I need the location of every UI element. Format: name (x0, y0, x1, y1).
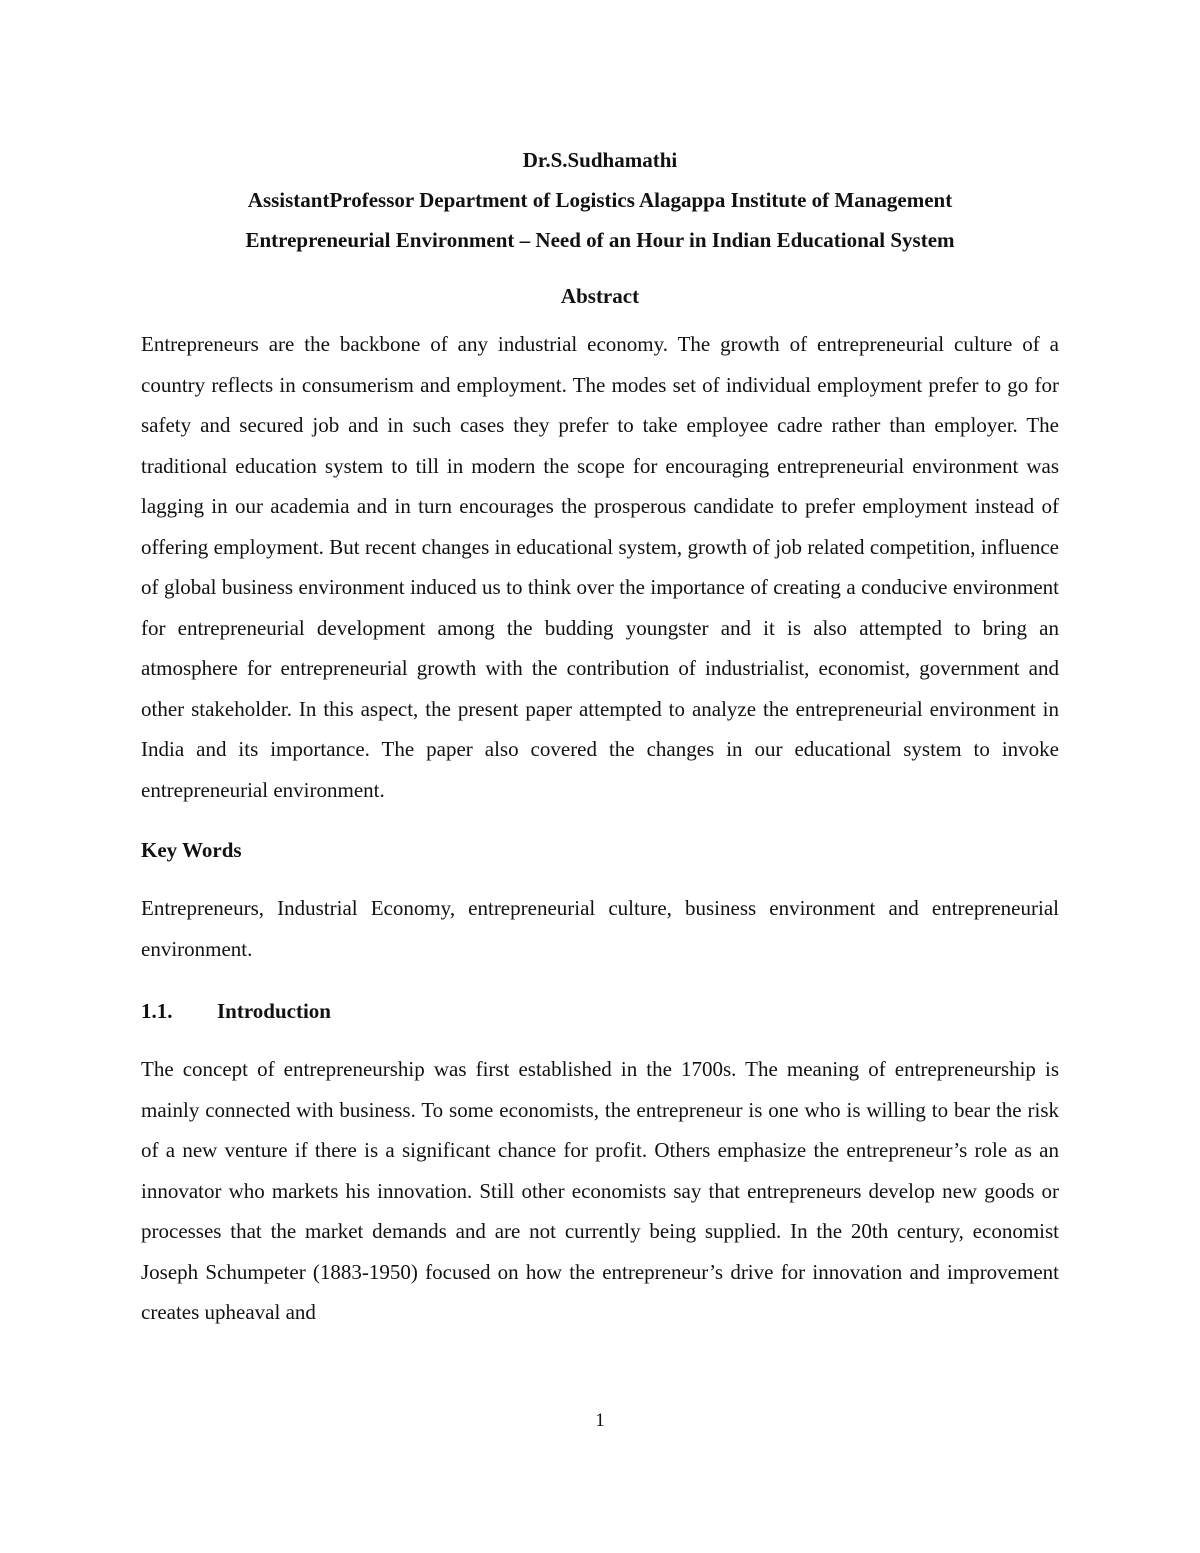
paper-title: Entrepreneurial Environment – Need of an Hour in Indian Educational System (245, 228, 955, 252)
page-number: 1 (595, 1410, 605, 1431)
introduction-body: The concept of entrepreneurship was first established in the 1700s. The meaning of entrepreneurship is mainly connected with business. To some economists, the entrepreneur is one who is willing to bear the risk of a new venture if there is a significant chance for profit. Others emphasize the entrepreneur’s role as an innovator who markets his innovation. Still other economists say that entrepreneurs develop new goods or processes that the market demands and are not currently being supplied. In the 20th century, economist Joseph Schumpeter (1883-1950) focused on how the entrepreneur’s drive for innovation and improvement creates upheaval and (141, 1057, 1059, 1324)
abstract-heading: Abstract (560, 284, 640, 308)
keywords-body: Entrepreneurs, Industrial Economy, entrepreneurial culture, business environment and entrepreneurial environment. (141, 896, 1059, 961)
introduction-heading (141, 991, 1059, 1031)
keywords-heading: Key Words (141, 838, 242, 862)
author-name: Dr.S.Sudhamathi (522, 148, 678, 172)
section-number: 1.1. (141, 999, 173, 1023)
section-title: Introduction (217, 999, 331, 1023)
abstract-body: Entrepreneurs are the backbone of any industrial economy. The growth of entrepreneurial culture of a country reflects in consumerism and employment. The modes set of individual employment prefer to go for safety and secured job and in such cases they prefer to take employee cadre rather than employer. The traditional education system to till in modern the scope for encouraging entrepreneurial environment was lagging in our academia and in turn encourages the prosperous candidate to prefer employment instead of offering employment. But recent changes in educational system, growth of job related competition, influence of global business environment induced us to think over the importance of creating a conducive environment for entrepreneurial development among the budding youngster and it is also attempted to bring an atmosphere for entrepreneurial growth with the contribution of industrialist, economist, government and other stakeholder. In this aspect, the present paper attempted to analyze the entrepreneurial environment in India and its importance. The paper also covered the changes in our educational system to invoke entrepreneurial environment. (141, 332, 1059, 802)
page-content (141, 140, 1059, 1333)
author-affiliation: AssistantProfessor Department of Logistics Alagappa Institute of Management (247, 188, 953, 212)
